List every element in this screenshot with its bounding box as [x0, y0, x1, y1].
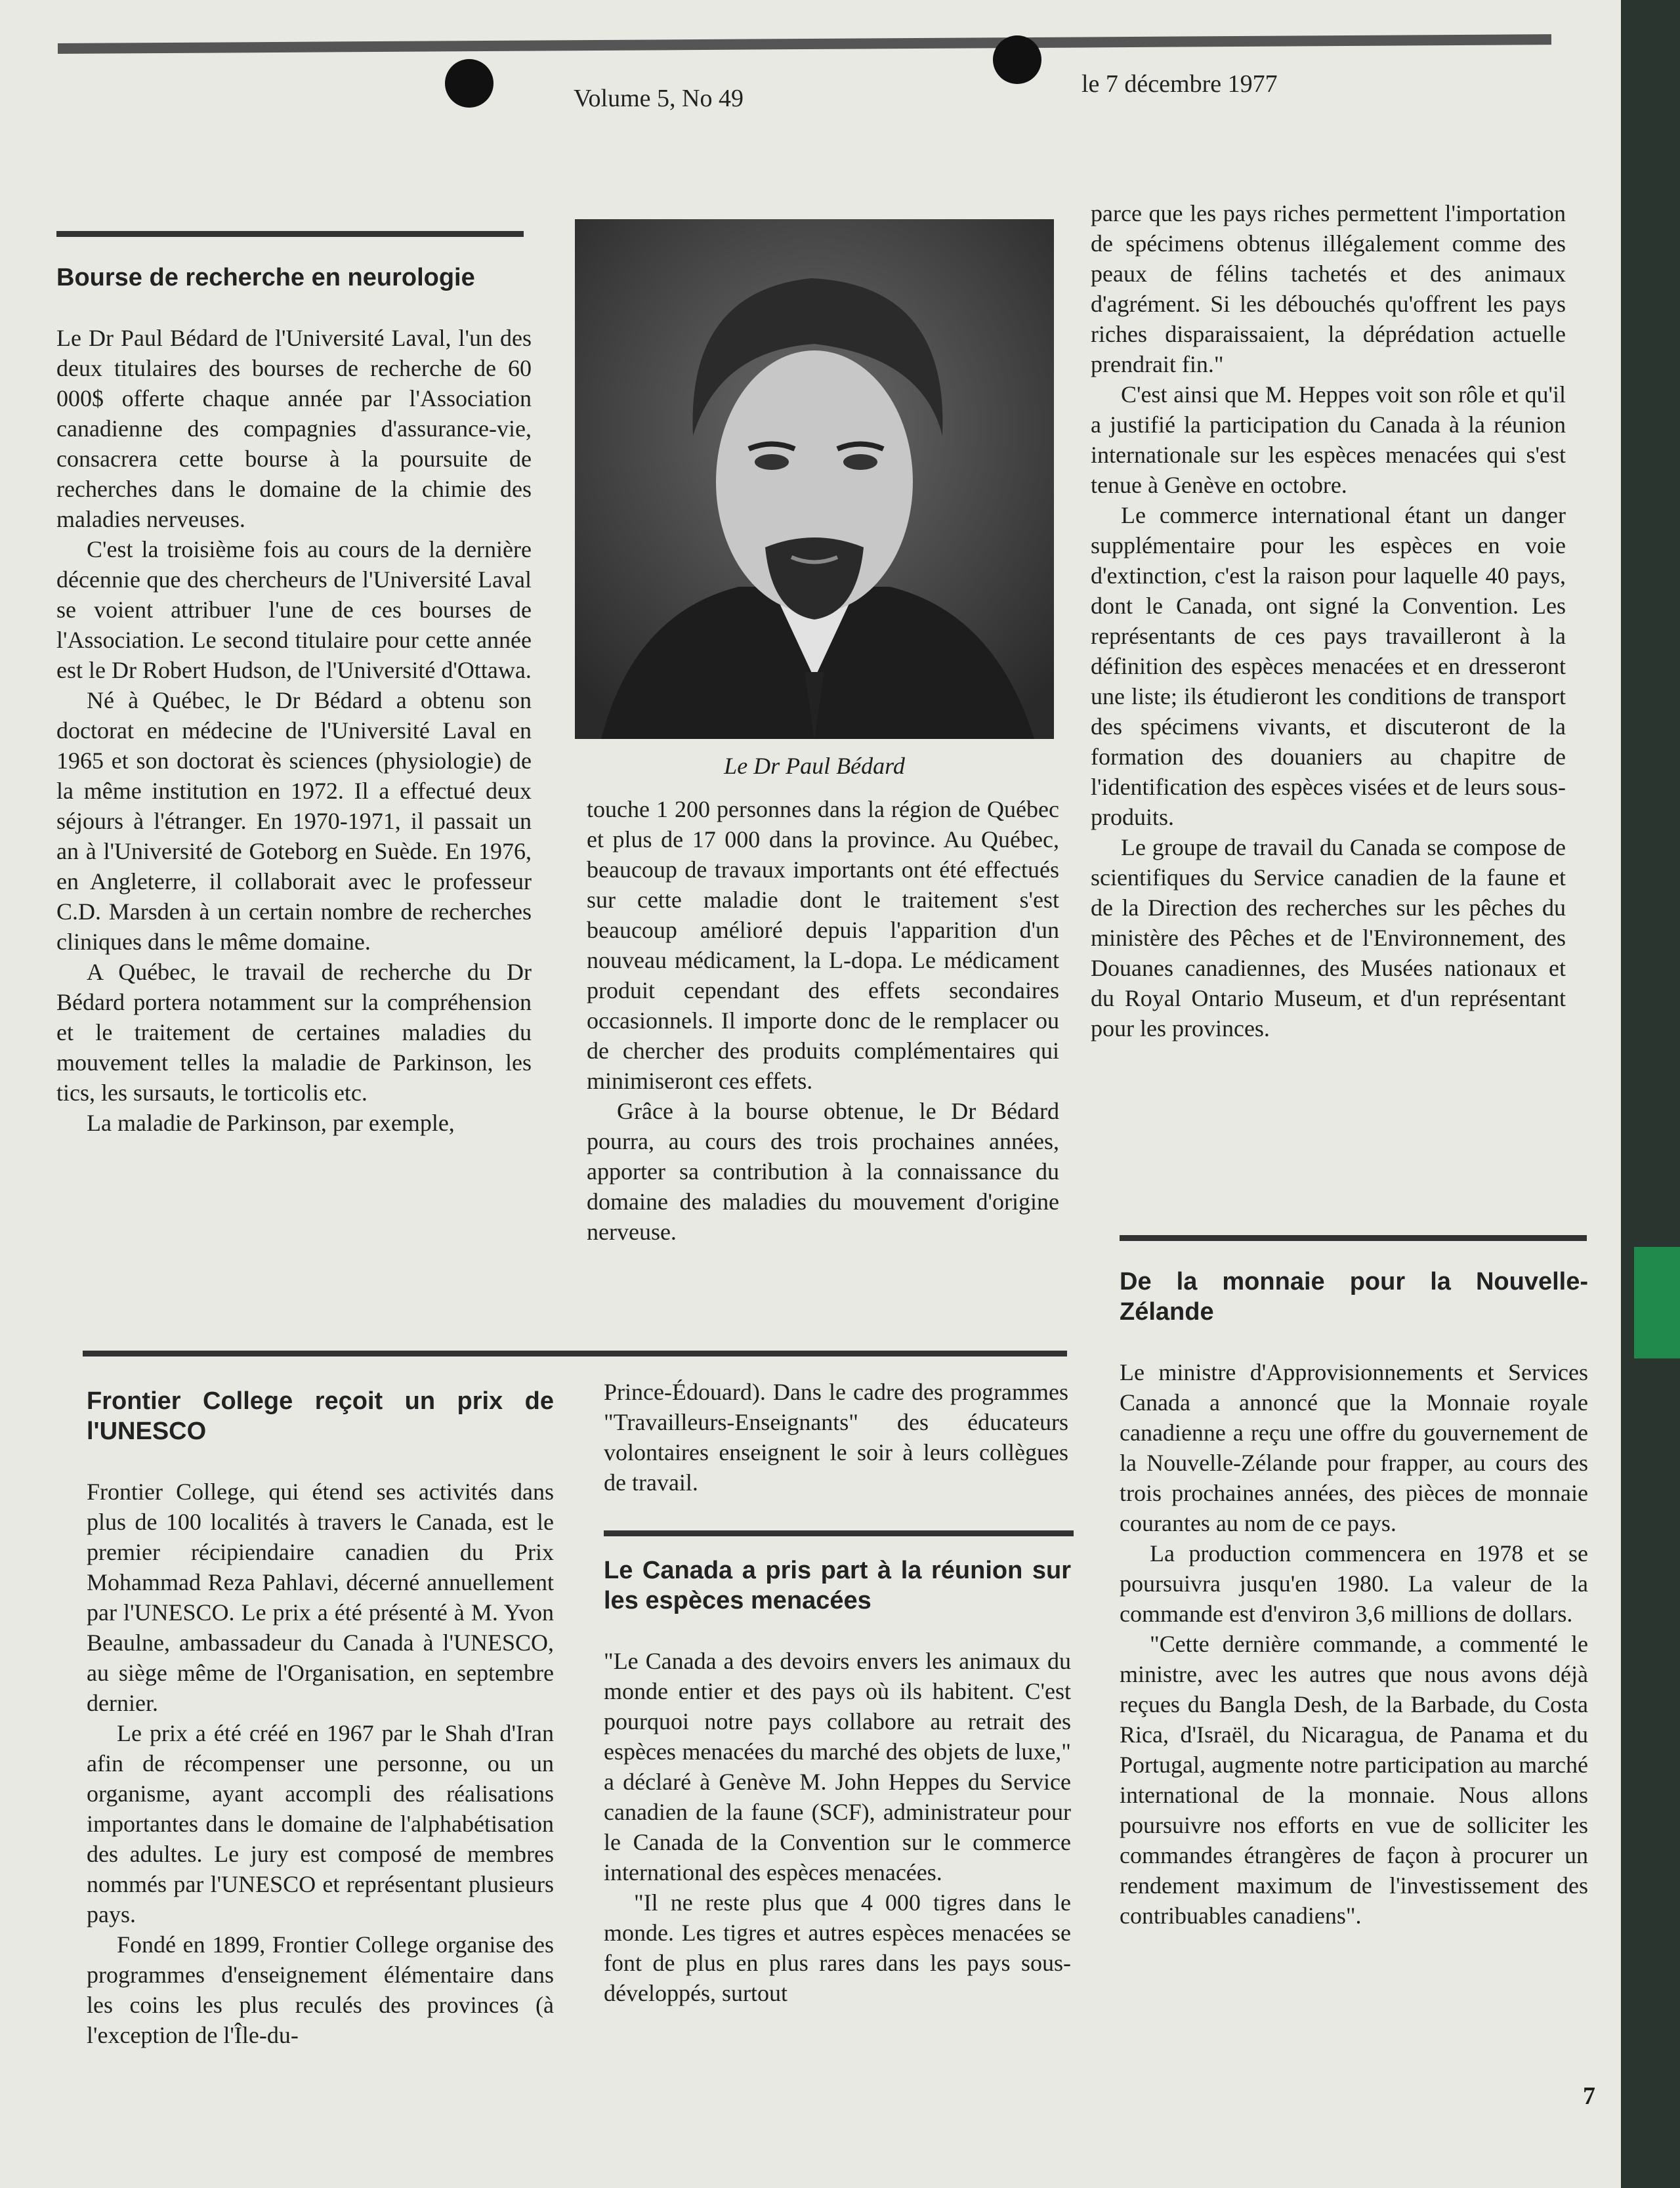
paragraph: Grâce à la bourse obtenue, le Dr Bédard pourra, au cours des trois prochaines années, apporter sa contribution à la connaissance du domaine des maladies du mouvement d'origine nerveuse. [587, 1098, 1059, 1245]
paragraph: Le prix a été créé en 1967 par le Shah d'Iran afin de récompenser une personne, ou un organisme, ayant accompli des réalisations importantes dans le domaine de l'alphabétisation des adultes. Le jury est composé de membres nommés par l'UNESCO et représentant plusieurs pays. [87, 1720, 554, 1927]
issue-volume: Volume 5, No 49 [574, 85, 744, 112]
paragraph: Frontier College, qui étend ses activités dans plus de 100 localités à travers le Canada, est le premier récipiendaire canadien du Prix Mohammad Reza Pahlavi, décerné annuellement par l'UNESCO. Le prix a été présenté à M. Yvon Beaulne, ambassadeur du Canada à l'UNESCO, au siège même de l'Organisation, en septembre dernier. [87, 1479, 554, 1716]
paragraph: Le commerce international étant un danger supplémentaire pour les espèces en voie d'extinction, c'est la raison pour laquelle 40 pays, dont le Canada, ont signé la Convention. Les représentants de ces pays travailleront à la définition des espèces menacées et en dresseront une liste; ils étudieront les conditions de transport des spécimens vivants, et discuteront de la formation des douaniers au chapitre de l'identification des espèces visées et de leurs sous-produits. [1091, 502, 1566, 830]
binder-hole [993, 35, 1041, 84]
section-rule [1120, 1235, 1587, 1241]
article-new-zealand-coins [1120, 1267, 1588, 1931]
article-neurology-continued [587, 794, 1059, 1247]
paragraph: Fondé en 1899, Frontier College organise des programmes d'enseignement élémentaire dans les coins les plus reculés des provinces (à l'exception de l'Île-du- [87, 1931, 554, 2048]
paragraph: Le Dr Paul Bédard de l'Université Laval, l'un des deux titulaires des bourses de recherche de 60 000$ offerte chaque année par l'Association canadienne des compagnies d'assurance-vie, consacrera cette bourse à la poursuite de recherches dans le domaine de la chimie des maladies nerveuses. [56, 325, 532, 532]
article-title: Le Canada a pris part à la réunion sur les espèces menacées [604, 1557, 1071, 1614]
page-number: 7 [1583, 2082, 1595, 2110]
article-species-meeting [604, 1555, 1071, 2008]
section-rule [604, 1530, 1074, 1536]
article-title: Bourse de recherche en neurologie [56, 264, 475, 291]
paragraph: "Cette dernière commande, a commenté le ministre, avec les autres que nous avons déjà reçues du Bangla Desh, de la Barbade, du Costa Rica, d'Israël, du Nicaragua, de Panama et du Portugal, augmente notre participation au marché international de la monnaie. Nous allons poursuivre nos efforts en vue de solliciter les commandes étrangères de façon à procurer un rendement maximum de l'investissement des contribuables canadiens". [1120, 1631, 1588, 1929]
paragraph: La maladie de Parkinson, par exemple, [87, 1110, 455, 1136]
portrait-photo [575, 219, 1054, 739]
photo-caption: Le Dr Paul Bédard [724, 753, 905, 779]
paragraph: C'est la troisième fois au cours de la dernière décennie que des chercheurs de l'Université Laval se voient attribuer l'une de ces bourses de l'Association. Le second titulaire pour cette année est le Dr Robert Hudson, de l'Université d'Ottawa. [56, 536, 532, 683]
article-species-continued [1091, 198, 1566, 1043]
header-rule [58, 34, 1551, 54]
paragraph: A Québec, le travail de recherche du Dr Bédard portera notamment sur la compréhension et le traitement de certaines maladies du mouvement telles la maladie de Parkinson, les tics, les sursauts, le torticolis etc. [56, 959, 532, 1106]
article-title: De la monnaie pour la Nouvelle-Zélande [1120, 1268, 1588, 1326]
article-neurology [56, 263, 532, 1138]
page-edge-tab [1634, 1247, 1680, 1358]
article-title: Frontier College reçoit un prix de l'UNESCO [87, 1387, 554, 1445]
paragraph: touche 1 200 personnes dans la région de Québec et plus de 17 000 dans la province. Au Québec, beaucoup de travaux importants ont été effectués sur cette maladie dont le traitement s'est beaucoup amélioré depuis l'apparition d'un nouveau médicament, la L-dopa. Le médicament produit cependant des effets secondaires occasionnels. Il importe donc de le remplacer ou de chercher des produits complémentaires qui minimiseront ces effets. [587, 796, 1059, 1094]
section-rule [83, 1351, 1067, 1357]
page-edge [1621, 0, 1680, 2188]
section-rule [56, 231, 524, 237]
paragraph: Né à Québec, le Dr Bédard a obtenu son doctorat en médecine de l'Université Laval en 1965 et son doctorat ès sciences (physiologie) de la même institution en 1972. Il a effectué deux séjours à l'étranger. En 1970-1971, il passait un an à l'Université de Goteborg en Suède. En 1976, en Angleterre, il collaborait avec le professeur C.D. Marsden à un certain nombre de recherches cliniques dans le même domaine. [56, 687, 532, 955]
binder-hole [445, 59, 494, 108]
paragraph: La production commencera en 1978 et se poursuivra jusqu'en 1980. La valeur de la commande est d'environ 3,6 millions de dollars. [1120, 1540, 1588, 1627]
article-frontier-college-continued [604, 1377, 1068, 1498]
paragraph: C'est ainsi que M. Heppes voit son rôle et qu'il a justifié la participation du Canada à la réunion internationale sur les espèces menacées qui s'est tenue à Genève en octobre. [1091, 381, 1566, 498]
paragraph: Le groupe de travail du Canada se compose de scientifiques du Service canadien de la faune et de la Direction des recherches sur les pêches du ministère des Pêches et de l'Environnement, des Douanes canadiennes, des Musées nationaux et du Royal Ontario Museum, et d'un représentant pour les provinces. [1091, 834, 1566, 1041]
paragraph: "Le Canada a des devoirs envers les animaux du monde entier et des pays où ils habitent. C'est pourquoi notre pays collabore au retrait des espèces menacées du marché des objets de luxe," a déclaré à Genève M. John Heppes du Service canadien de la faune (SCF), administrateur pour le Canada de la Convention sur le commerce international des espèces menacées. [604, 1648, 1071, 1885]
paragraph: Le ministre d'Approvisionnements et Services Canada a annoncé que la Monnaie royale canadienne a reçu une offre du gouvernement de la Nouvelle-Zélande pour frapper, au cours des trois prochaines années, des pièces de monnaie courantes au nom de ce pays. [1120, 1359, 1588, 1536]
paragraph: Prince-Édouard). Dans le cadre des programmes "Travailleurs-Enseignants" des éducateurs volontaires enseignent le soir à leurs collègues de travail. [604, 1379, 1068, 1496]
article-frontier-college [87, 1386, 554, 2050]
paragraph: "Il ne reste plus que 4 000 tigres dans le monde. Les tigres et autres espèces menacées se font de plus en plus rares dans les pays sous-développés, surtout [604, 1889, 1071, 2006]
paragraph: parce que les pays riches permettent l'importation de spécimens obtenus illégalement comme des peaux de félins tachetés et des animaux d'agrément. Si les débouchés qu'offrent les pays riches disparaissaient, la déprédation actuelle prendrait fin." [1091, 200, 1566, 377]
issue-date: le 7 décembre 1977 [1082, 70, 1278, 98]
